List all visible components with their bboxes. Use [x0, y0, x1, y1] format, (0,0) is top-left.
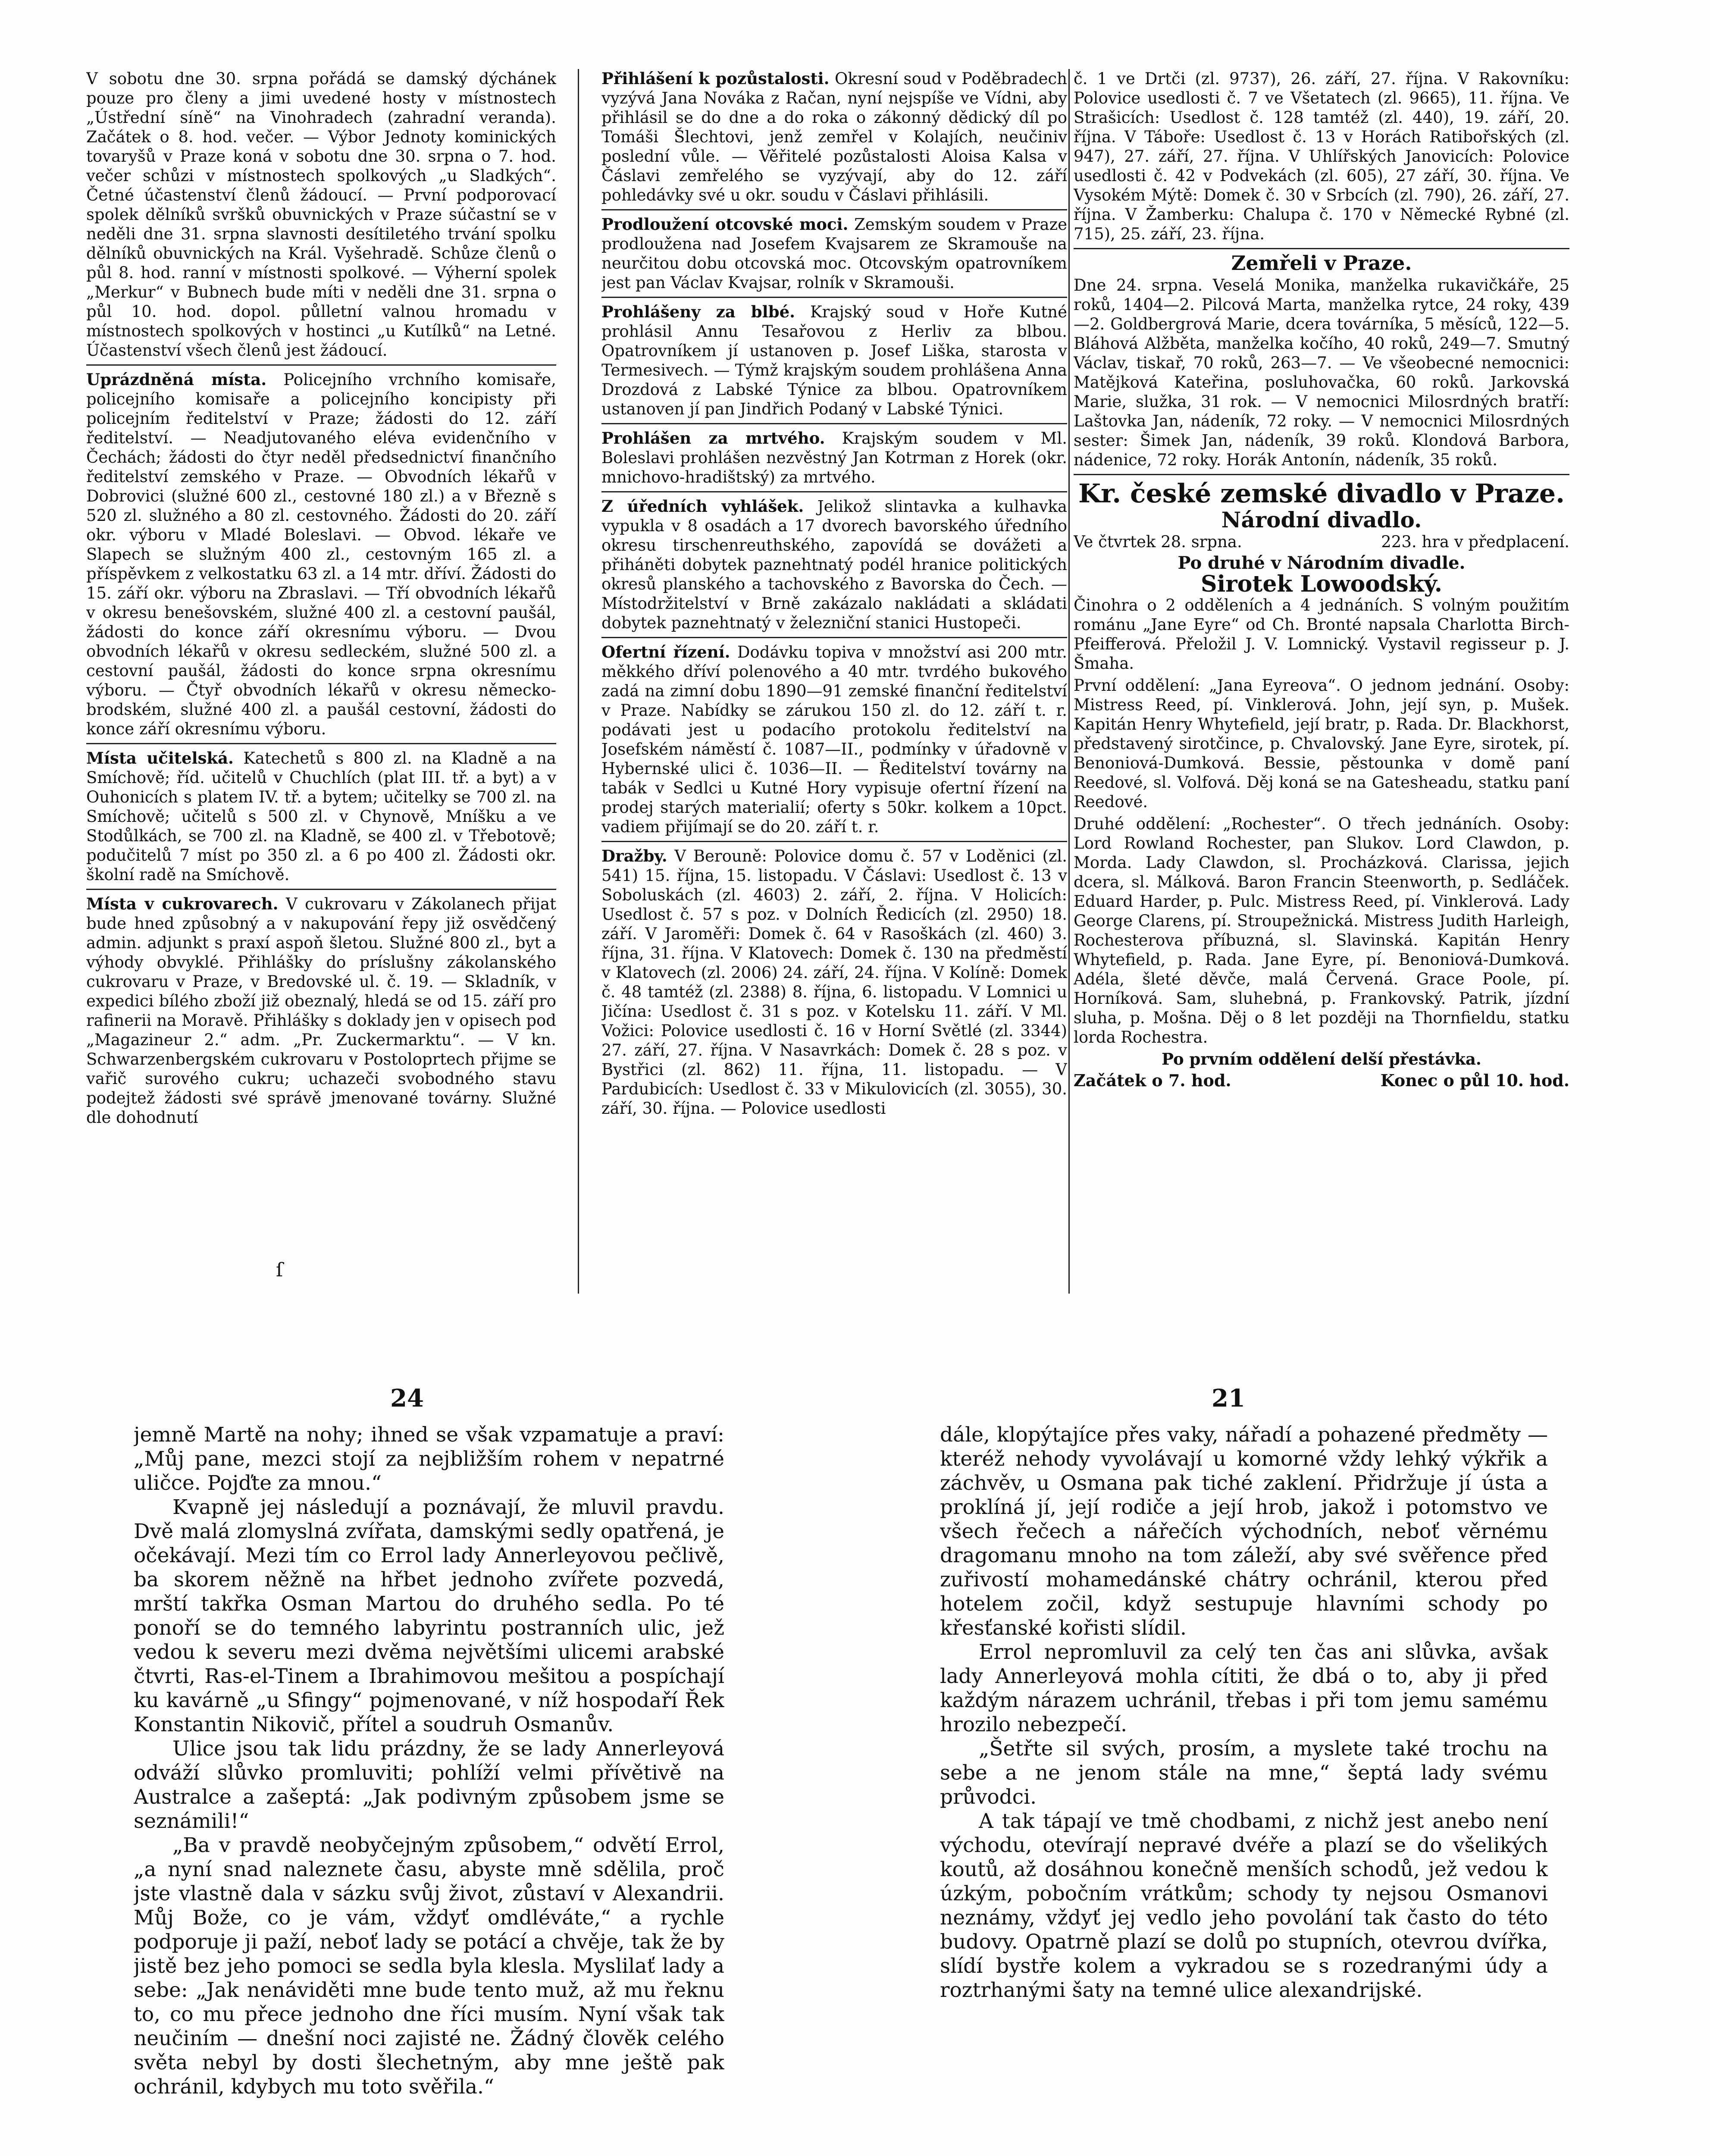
column-2 [601, 69, 1067, 1294]
notice-text: Zemským soudem v Praze prodloužena nad Josefem Kvajsarem ze Skramouše na neurčitou dobu otcovská moc. Otcovským opatrovníkem jest pan Václav Kvajsar, rolník v Skramouši. [601, 215, 1067, 292]
start-time: Začátek o 7. hod. [1074, 1071, 1231, 1090]
notice [601, 302, 1067, 419]
section-divider [86, 364, 556, 366]
performance-line: Po druhé v Národním divadle. [1178, 553, 1466, 573]
play-title: Sirotek Lowoodský. [1200, 571, 1442, 597]
page-number-left: 24 [390, 1384, 424, 1413]
notice-heading: Z úředních vyhlášek. [601, 497, 804, 516]
theatre-subscription: 223. hra v předplacení. [1381, 533, 1569, 551]
notice-text: Okresní soud v Poděbradech vyzývá Jana Nováka z Račan, nyní nejspíše ve Vídni, aby přihlásil se do dne a do roka o zákonný dědický díl po Tomáši Šlechtovi, jenž zemřel v Kolajích, neučiniv poslední vůle. — Věřitelé pozůstalosti Aloisa Kalsa v Čáslavi zemřelého se vyzývají, aby do 12. září pohledávky své u okr. soudu v Čáslavi přihlásili. [601, 69, 1067, 204]
column-3 [1074, 69, 1569, 1294]
page-number-right: 21 [1212, 1384, 1245, 1413]
novel-paragraph: Errol nepromluvil za celý ten čas ani slůvka, avšak lady Annerleyová mohla cítiti, že dbá o to, aby ji před každým nárazem uchránil, třebas i při tom jemu samému hrozilo nebezpečí. [940, 1640, 1548, 1736]
notice-text: V cukrovaru v Zákolanech přijat bude hned způsobný a v nakupování řepy již osvědčený admin. adjunkt s praxí aspoň šletou. Služné 800 zl., byt a výhody obvyklé. Přihlášky do príslušny zákolanského cukrovaru v Praze, v Bredovské ul. č. 19. — Skladník, v expedici bílého zboží již obeznalý, hledá se od 15. září pro rafinerii na Moravě. Přihlášky s doklady jen v opisech pod „Magazineur 2.“ adm. „Pr. Zuckermarktu“. — V kn. Schwarzenbergském cukrovaru v Postoloprtech přijme se vařič surového cukru; uchazeči svobodného stavu podejtež žádosti své správě jmenované továrny. Služné dle dohodnutí [86, 895, 556, 1127]
notice [601, 497, 1067, 633]
play-description: Činohra o 2 odděleních a 4 jednáních. S volným použitím románu „Jane Eyre“ od Ch. Bronté napsala Charlotta Birch-Pfeifferová. Přeložil J. V. Lomnický. Vystavil regisseur p. J. Šmaha. [1074, 596, 1569, 673]
notice-text: Dodávku topiva v množství asi 200 mtr. měkkého dříví polenového a 40 mtr. tvrdého bukového zadá na zimní dobu 1890—91 zemské finanční ředitelství v Praze. Nabídky se zárukou 150 zl. do 12. září t. r. podávati jest u podacího protokolu ředitelství na Josefském náměstí č. 1087—II., podmínky v úřadovně v Hybernské ulici č. 1036—II. — Ředitelství továrny na tabák v Sedlci u Kutné Hory vypisuje ofertní řízení na prodej starých materialií; oferty s 50kr. kolkem a 10pct. vadiem přijímají se do 20. září t. r. [601, 643, 1067, 836]
notice-heading: Prohlášeny za blbé. [601, 302, 795, 321]
novel-page-right [940, 1423, 1548, 2156]
theatre-date: Ve čtvrtek 28. srpna. [1074, 533, 1242, 551]
notice-heading: Místa v cukrovarech. [86, 894, 279, 913]
column-rule [1068, 69, 1070, 1294]
notice [86, 69, 556, 360]
column-rule [578, 69, 579, 1294]
notice-heading: Dražby. [601, 846, 667, 865]
notice-heading: Uprázdněná místa. [86, 370, 267, 389]
section-divider [601, 637, 1067, 638]
notice-text: Jelikož slintavka a kulhavka vypukla v 8 osadách a 17 dvorech bavorského úředního okresu tirschenreuthského, zapovídá se dovážeti a přiháněti dobytek paznehtnatý podél hranice politických okresů planského a tachovského z Bavorska do Čech. — Místodržitelství v Brně zakázalo nakládati a skládati dobytek paznehtnatý v železniční stanici Hustopeči. [601, 497, 1067, 632]
show-times [1074, 1071, 1569, 1090]
notice [86, 894, 556, 1127]
notice-heading: Místa učitelská. [86, 749, 234, 768]
notice-text: Krajský soud v Hoře Kutné prohlásil Annu Tesařovou z Herliv za blbou. Opatrovníkem jí ustanoven p. Josef Liška, starosta v Termesivech. — Týmž krajským soudem prohlášena Anna Drozdová z Labské Týnice za blbou. Opatrovníkem ustanoven jí pan Jindřich Podaný v Labské Týnici. [601, 303, 1067, 418]
deaths-text: Dne 24. srpna. Veselá Monika, manželka rukavičkáře, 25 roků, 1404—2. Pilcová Marta, manželka rytce, 24 roky, 439—2. Goldbergrová Marie, dcera továrníka, 5 měsíců, 122—5. Bláhová Alžběta, manželka kočího, 40 roků, 249—7. Smutný Václav, tiskař, 70 roků, 263—7. — Ve všeobecné nemocnici: Matějková Kateřina, posluhovačka, 60 roků. Jarkovská Marie, služka, 31 rok. — V nemocnici Milosrdných bratří: Laštovka Jan, nádeník, 72 roky. — V nemocnici Milosrdných sester: Šimek Jan, nádeník, 39 roků. Klondová Barbora, nádenice, 72 roky. Horák Antonín, nádeník, 35 roků. [1074, 276, 1569, 469]
notice [601, 846, 1067, 1118]
deaths-title: Zemřeli v Praze. [1231, 251, 1412, 275]
novel-paragraph: Ulice jsou tak lidu prázdny, že se lady Annerleyová odváží slůvko promluviti; pohlíží velmi přívětivě na Australce a zašeptá: „Jak podivným způsobem jsme se seznámili!“ [134, 1737, 724, 1833]
notice-heading: Prohlášen za mrtvého. [601, 429, 825, 448]
novel-paragraph: jemně Martě na nohy; ihned se však vzpamatuje a praví: „Můj pane, mezci stojí za nejbližším rohem v nepatrné uličce. Pojďte za mnou.“ [134, 1423, 724, 1495]
novel-paragraph: „Ba v pravdě neobyčejným způsobem,“ odvětí Errol, „a nyní snad naleznete času, abyste mně sdělila, proč jste vlastně dala v sázku svůj život, zůstaví v Alexandrii. Můj Bože, co je vám, vždyť omdléváte,“ a rychle podporuje ji paží, neboť lady se potácí a chvěje, tak že by jistě bez jeho pomoci se sedla byla klesla. Myslilať lady a sebe: „Jak nenáviděti mne bude tento muž, až mu řeknu to, co mu přece jednoho dne říci musím. Nyní však tak neučiním — dnešní noci zajisté ne. Žádný člověk celého světa nebyl by dosti šlechetným, aby mne ještě pak ochránil, kdybych mu toto svěřila.“ [134, 1833, 724, 2099]
theatre-title: Kr. české zemské divadlo v Praze. [1078, 479, 1565, 509]
notice-heading: Přihlášení k pozůstalosti. [601, 69, 830, 88]
notice-text: V sobotu dne 30. srpna pořádá se damský dýchánek pouze pro členy a jimi uvedené hosty v místnostech „Ústřední síně“ na Vinohradech (zahradní veranda). Začátek o 8. hod. večer. — Výbor Jednoty kominických tovaryšů v Praze koná v sobotu dne 30. srpna o 7. hod. večer schůzi v místnostech spolkových „u Sladkých“. Četné účastenství členů žádoucí. — První podporovací spolek dělníků svršků obuvnických v Praze súčastní se v neděli dne 31. srpna slavnosti desítiletého trvání spolku dělníků obuvnických na Král. Vyšehradě. Schůze členů o půl 8. hod. ranní v místnosti spolkové. — Výherní spolek „Merkur“ v Bubnech bude míti v neděli dne 31. srpna o půl 10. hod. dopol. půlletní valnou hromadu v místnostech spolkových v hostinci „u Kutílků“ na Letné. Účastenství všech členů jest žádoucí. [86, 69, 556, 360]
notice [86, 749, 556, 884]
novel-paragraph: dále, klopýtajíce přes vaky, nářadí a pohazené předměty — kteréž nehody vyvolávají u komorné vždy lehký výkřik a záchvěv, u Osmana pak tiché zaklení. Přidržuje jí ústa a proklíná jí, její rodiče a její hrob, jakož i potomstvo ve všech řečech a nářečích východních, neboť věrnému dragomanu mnoho na tom záleží, aby své svěřence před zuřivostí mohamedánské chátry ochránil, kterou před hotelem zočil, když sestupuje hlavními schody po křesťanské kořisti slídil. [940, 1423, 1548, 1640]
notice-heading: Prodloužení otcovské moci. [601, 215, 849, 234]
notice [601, 642, 1067, 837]
notice [601, 429, 1067, 487]
section-divider [601, 423, 1067, 424]
notice [601, 215, 1067, 292]
section-divider [1074, 248, 1569, 249]
column-1 [86, 69, 556, 1294]
theatre-date-line [1074, 532, 1569, 552]
theatre-subtitle: Národní divadlo. [1221, 507, 1422, 533]
section-divider [601, 297, 1067, 298]
section-divider [601, 841, 1067, 842]
notice-text: Policejního vrchního komisaře, policejního komisaře a policejního koncipisty při policejním ředitelství v Praze; žádosti do 12. září ředitelství. — Neadjutovaného eléva evidenčního v Čechách; žádosti do čtyr neděl předsednictví finančního ředitelství zemského v Praze. — Obvodních lékařů v Dobrovici (služné 600 zl., cestovné 180 zl.) a v Březně s 520 zl. služného a 80 zl. cestovného. Žádosti do 20. září okr. výboru v Mladé Boleslavi. — Obvod. lékaře ve Slapech se služným 400 zl., cestovným 165 zl. a příspěvkem z velkostatku 63 zl. a 14 mtr. dříví. Žádosti do 15. září okr. výboru na Zbraslavi. — Tří obvodních lékařů v okresu benešovském, služné 400 zl. a cestovní paušál, žádosti do konce září okresnímu výboru. — Dvou obvodních lékařů v okresu sedleckém, služné 500 zl. a cestovní paušál, žádosti do konce srpna okresnímu výboru. — Čtyř obvodních lékařů v okresu německo-brodském, služné 400 zl. a paušál cestovní, žádosti do konce září okresnímu výboru. [86, 370, 556, 738]
notice [1074, 69, 1569, 244]
section-divider [1074, 474, 1569, 475]
intermission-note: Po prvním oddělení delší přestávka. [1162, 1050, 1481, 1069]
novel-page-left [134, 1423, 724, 2156]
notice-heading: Ofertní řízení. [601, 642, 730, 661]
end-time: Konec o půl 10. hod. [1380, 1071, 1569, 1090]
auction-continuation [1074, 69, 1569, 244]
novel-paragraph: „Šetřte sil svých, prosím, a myslete také trochu na sebe a ne jenom stále na mne,“ šeptá lady svému průvodci. [940, 1737, 1548, 1809]
notice [601, 69, 1067, 205]
notice-text: č. 1 ve Drtči (zl. 9737), 26. září, 27. října. V Rakovníku: Polovice usedlosti č. 7 ve Všetatech (zl. 9665), 11. října. Ve Strašicích: Usedlost č. 128 tamtéž (zl. 440), 19. září, 20. října. V Táboře: Usedlost č. 13 v Horách Ratibořských (zl. 947), 27. září, 27. října. V Uhlířských Janovicích: Polovice usedlosti č. 42 v Podvekách (zl. 605), 27 září, 30. října. Ve Vysokém Mýtě: Domek č. 30 v Srbcích (zl. 790), 26. září, 27. října. V Žamberku: Chalupa č. 170 v Německé Rybné (zl. 715), 25. září, 23. října. [1074, 69, 1569, 243]
section-divider [601, 209, 1067, 210]
notice-text: Katechetů s 800 zl. na Kladně a na Smíchově; říd. učitelů v Chuchlích (plat III. tř. a byt) a v Ouhonicích s platem IV. tř. a bytem; učitelky se 700 zl. na Smíchově; učitelů s 500 zl. v Chynově, Mníšku a ve Stodůlkách, se 700 zl. na Kladně, se 400 zl. v Třebotově; podučitelů 7 míst po 350 zl. a 6 po 400 zl. Žádosti okr. školní radě na Smíchově. [86, 749, 556, 884]
stray-mark: ſ [276, 1259, 283, 1281]
section-divider [601, 491, 1067, 492]
cast-part-2: Druhé oddělení: „Rochester“. O třech jednáních. Osoby: Lord Rowland Rochester, pan Slukov. Lord Clawdon, p. Morda. Lady Clawdon, sl. Procházková. Clarissa, jejich dcera, sl. Málková. Baron Francin Steenworth, p. Sedláček. Eduard Harder, p. Pulc. Mistress Reed, pí. Vinklerová. Lady George Clarens, pí. Stroupežnická. Mistress Judith Harleigh, Rochesterova příbuzná, sl. Slavinská. Kapitán Henry Whytefield, p. Rada. Jane Eyre, pí. Benoniová-Dumková. Adéla, šleté děvče, malá Červená. Grace Poole, pí. Horníková. Sam, sluhebná, p. Frankovský. Patrik, jízdní sluha, p. Mošna. Děj o 8 let později na Thornfieldu, statku lorda Rochestra. [1074, 815, 1569, 1047]
notice-text: V Berouně: Polovice domu č. 57 v Loděnici (zl. 541) 15. října, 15. listopadu. V Čáslavi: Usedlost č. 13 v Soboluskách (zl. 4603) 2. září, 2. října. V Holicích: Usedlost č. 57 s poz. v Dolních Ředicích (zl. 2950) 18. září. V Jaroměři: Domek č. 64 v Rasoškách (zl. 460) 3. října, 31. října. V Klatovech: Domek č. 130 na předměstí v Klatovech (zl. 2006) 24. září, 24. října. V Kolíně: Domek č. 48 tamtéž (zl. 2388) 8. října, 6. listopadu. V Lomnici u Jičína: Usedlost č. 31 s poz. v Kotelsku 11. září. V Ml. Vožici: Polovice usedlosti č. 16 v Horní Světlé (zl. 3344) 27. září, 27. října. V Nasavrkách: Domek č. 28 s poz. v Bystřici (zl. 862) 11. října, 11. listopadu. — V Pardubicích: Usedlost č. 33 v Mikulovicích (zl. 3055), 30. září, 30. října. — Polovice usedlosti [601, 847, 1067, 1118]
section-divider [86, 743, 556, 744]
novel-paragraph: Kvapně jej následují a poznávají, že mluvil pravdu. Dvě malá zlomyslná zvířata, damskými sedly opatřená, je očekávají. Mezi tím co Errol lady Annerleyovou pečlivě, ba skorem něžně na hřbet jednoho zvířete pozvedá, mrští takřka Osman Martou do druhého sedla. Po té ponoří se do temného labyrintu postranních ulic, jež vedou k severu mezi dvěma největšími ulicemi arabské čtvrti, Ras-el-Tinem a Ibrahimovou mešitou a pospíchají ku kavárně „u Sfingy“ pojmenované, v níž hospodaří Řek Konstantin Nikovič, přítel a soudruh Osmanův. [134, 1495, 724, 1736]
notice-text: Krajským soudem v Ml. Boleslavi prohlášen nezvěstný Jan Kotrman z Horek (okr. mnichovo-hradištský) za mrtvého. [601, 429, 1067, 486]
section-divider [86, 889, 556, 890]
cast-part-1: První oddělení: „Jana Eyreova“. O jednom jednání. Osoby: Mistress Reed, pí. Vinklerová. John, její syn, p. Mušek. Kapitán Henry Whytefield, její bratr, p. Rada. Dr. Blackhorst, představený sirotčince, p. Chvalovský. Jane Eyre, sirotek, pí. Benoniová-Dumková. Bessie, pěstounka v domě paní Reedové, sl. Volfová. Děj koná se na Gatesheadu, statku paní Reedové. [1074, 676, 1569, 811]
novel-paragraph: A tak tápají ve tmě chodbami, z nichž jest anebo není východu, otevírají nepravé dvéře a plazí se do všelikých koutů, až dosáhnou konečně menších schodů, jež vedou k úzkým, pobočním vrátkům; schody ty nejsou Osmanovi neznámy, vždyť jej vedlo jeho povolání tak často do této budovy. Opatrně plazí se dolů po stupních, otevrou dvířka, slídí bystře kolem a vykradou se s rozedranými údy a roztrhanými šaty na temné ulice alexandrijské. [940, 1809, 1548, 2002]
notice [86, 370, 556, 739]
